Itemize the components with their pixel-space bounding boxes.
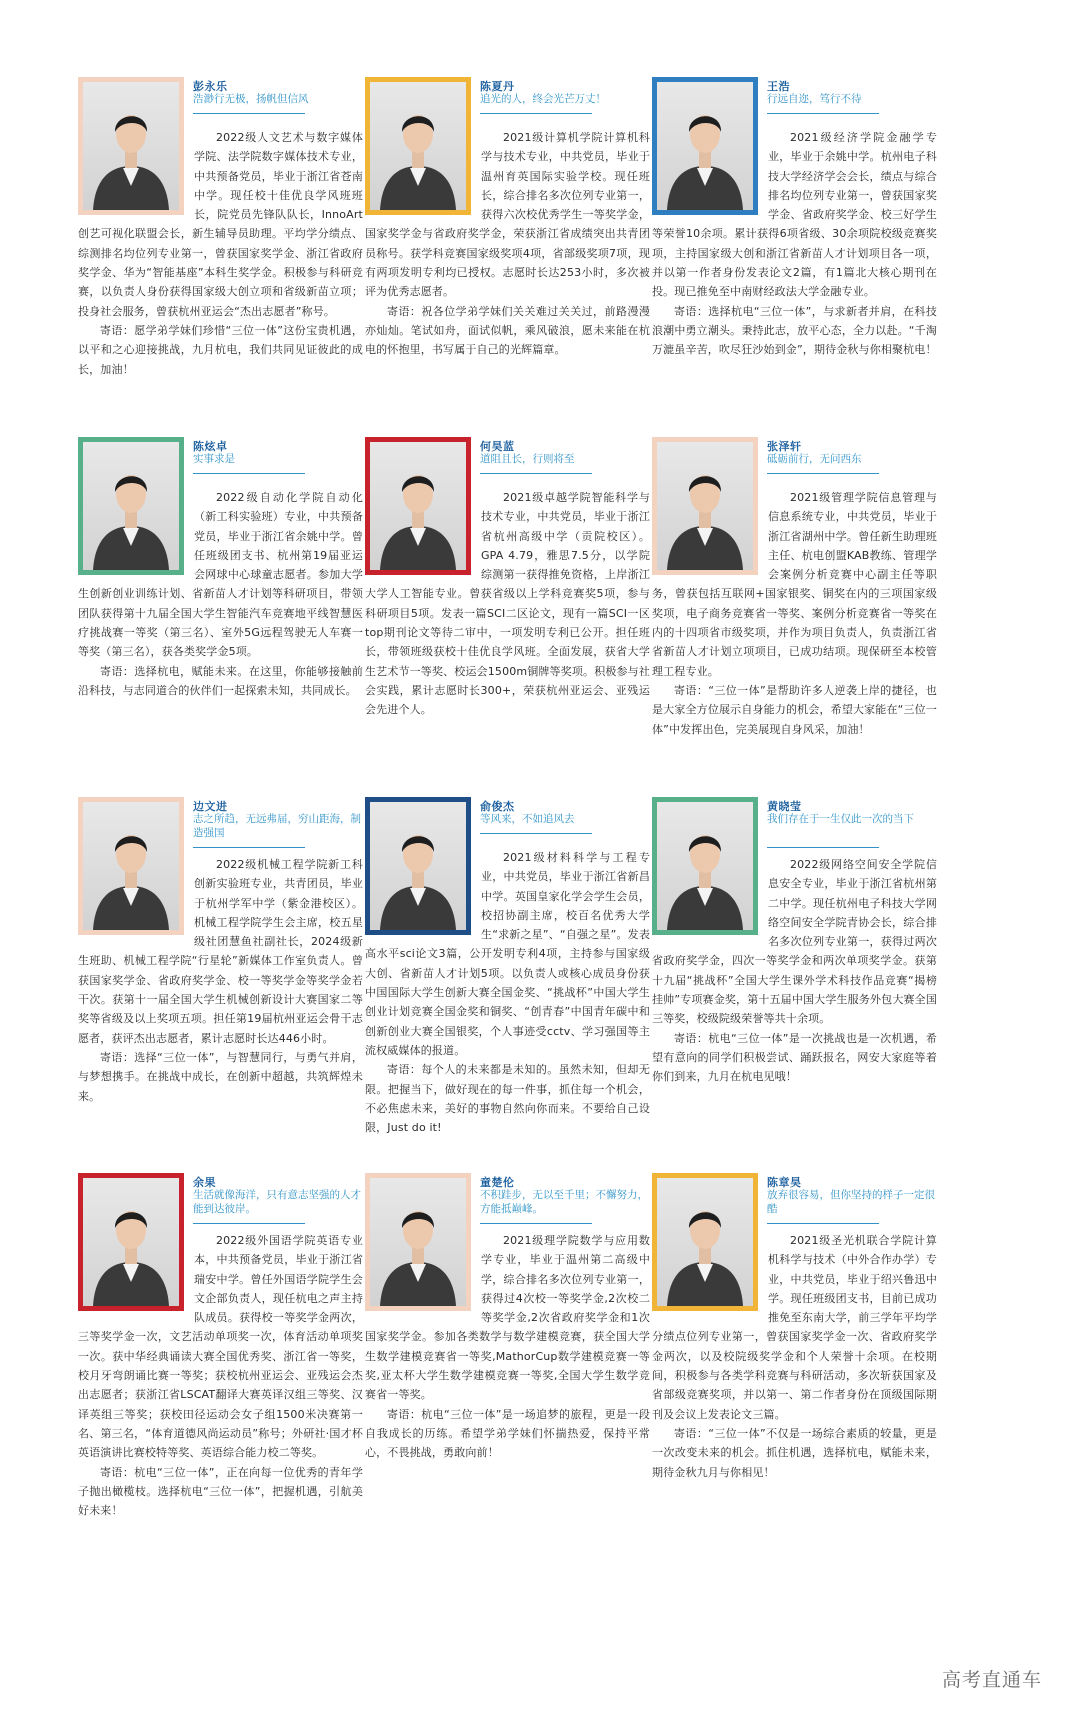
- student-motto: 道阻且长，行则将至: [480, 453, 575, 465]
- student-message: 寄语：祝各位学弟学妹们关关难过关关过，前路漫漫亦灿灿。笔试如舟，面试似帆，乘风破浪，愿未来能在杭电的怀抱里，书写属于自己的光辉篇章。: [365, 304, 650, 357]
- student-name: 童楚伦: [480, 1176, 515, 1189]
- student-name: 俞俊杰: [480, 800, 515, 813]
- divider: [193, 847, 305, 848]
- divider: [767, 847, 879, 848]
- student-name: 陈章昊: [767, 1176, 802, 1189]
- student-motto: 等风来，不如追风去: [480, 813, 575, 825]
- divider: [193, 113, 305, 114]
- divider: [767, 113, 879, 114]
- student-motto: 浩渺行无极，扬帆但信风: [193, 93, 309, 105]
- student-bio: 2021级经济学院金融学专业，毕业于余姚中学。杭州电子科技大学经济学会会长，绩点与综合排名均位列专业第一，曾获国家奖学金、省政府奖学金、校三好学生等荣誉10余项。累计获得6项省级、30余项院校级竞赛奖项，主持国家级大创和浙江省新苗人才计划项目各一项，并以第一作者身份发表论文2篇，有1篇北大核心期刊在投。现已推免至中南财经政法大学金融专业。: [652, 131, 937, 299]
- student-motto: 志之所趋，无远弗届，穷山距海，制造强国: [193, 813, 361, 839]
- student-name: 张泽轩: [767, 440, 802, 453]
- student-motto: 行远自迩，笃行不待: [767, 93, 862, 105]
- student-bio-block: [652, 1231, 937, 1482]
- student-motto: 我们存在于一生仅此一次的当下: [767, 813, 914, 825]
- student-bio: 2022级自动化学院自动化（新工科实验班）专业，中共预备党员，毕业于浙江省余姚中学。曾任班级团支书、杭州第19届亚运会网球中心球童志愿者。参加大学生创新创业训练计划、省新苗人才计划等科研项目，带领团队获得第十九届全国大学生智能汽车竞赛地平线智慧医疗挑战赛一等奖（第三名）、室外5G远程驾驶无人车赛一等奖（第三名），获各类奖学金5项。: [78, 491, 363, 659]
- student-bio-block: [652, 855, 937, 1087]
- divider: [480, 473, 592, 474]
- student-name: 黄晓莹: [767, 800, 802, 813]
- divider: [193, 1223, 305, 1224]
- student-bio-block: [652, 128, 937, 360]
- divider: [767, 1223, 879, 1224]
- student-name: 陈炫卓: [193, 440, 228, 453]
- student-bio-block: [78, 1231, 363, 1520]
- student-name: 陈夏丹: [480, 80, 515, 93]
- divider: [193, 473, 305, 474]
- student-motto: 实事求是: [193, 453, 235, 465]
- student-message: 寄语：选择杭电，赋能未来。在这里，你能够接触前沿科技，与志同道合的伙伴们一起探索未知，共同成长。: [78, 664, 363, 697]
- student-bio: 2021级理学院数学与应用数学专业，毕业于温州第二高级中学，综合排名多次位列专业第一，获得过4次校一等奖学金,2次校二等奖学金,2次省政府奖学金和1次国家奖学金。参加各类数学与数学建模竞赛，获全国大学生数学建模竞赛省一等奖,MathorCup数学建模竞赛一等奖,亚太杯大学生数学建模竞赛一等奖,全国大学生数学竞赛省一等奖。: [365, 1234, 650, 1402]
- student-message: 寄语：选择“三位一体”，与智慧同行，与勇气并肩，与梦想携手。在挑战中成长，在创新中超越，共筑辉煌未来。: [78, 1050, 363, 1103]
- student-name: 边文进: [193, 800, 228, 813]
- student-name: 何昊蓝: [480, 440, 515, 453]
- student-bio: 2021级材料科学与工程专业，中共党员，毕业于浙江省新昌中学。英国皇家化学会学生会员，校招协副主席，校百名优秀大学生“求新之星”、“自强之星”。发表高水平sci论文3篇，公开发明专利4项，主持参与国家级大创、省新苗人才计划5项。以负责人或核心成员身份获中国国际大学生创新大赛全国金奖、“挑战杯”中国大学生创业计划竞赛全国金奖和铜奖、“创青春”中国青年碳中和创新创业大赛全国银奖，个人事迹受cctv、学习强国等主流权威媒体的报道。: [365, 851, 650, 1057]
- student-bio: 2022级机械工程学院新工科创新实验班专业，共青团员，毕业于杭州学军中学（紫金港校区）。机械工程学院学生会主席，校五星级社团慧鱼社副社长，2024级新生班助、机械工程学院“行星轮”新媒体工作室负责人。曾获国家奖学金、省政府奖学金、校一等奖学金等奖学金若干次。获第十一届全国大学生机械创新设计大赛国家二等奖等省级及以上奖项五项。担任第19届杭州亚运会骨干志愿者，获评杰出志愿者，累计志愿时长达446小时。: [78, 858, 363, 1045]
- student-bio-block: [365, 848, 650, 1137]
- student-bio-block: [78, 488, 363, 700]
- student-message: 寄语：“三位一体”是帮助许多人逆袭上岸的捷径，也是大家全方位展示自身能力的机会，希望大家能在“三位一体”中发挥出色，完美展现自身风采，加油！: [652, 683, 937, 736]
- student-motto: 追光的人，终会光芒万丈！: [480, 93, 606, 105]
- student-bio: 2021级圣光机联合学院计算机科学与技术（中外合作办学）专业，中共党员，毕业于绍兴鲁迅中学。现任班级团支书，目前已成功推免至东南大学，前三学年平均学分绩点位列专业第一，曾获国家奖学金一次、省政府奖学金两次，以及校院级奖学金和个人荣誉十余项。在校期间，积极参与各类学科竞赛与科研活动，多次斩获国家及省部级竞赛奖项，并以第一、第二作者身份在顶级国际期刊及会议上发表论文三篇。: [652, 1234, 937, 1421]
- divider: [767, 473, 879, 474]
- student-bio-block: [78, 128, 363, 379]
- student-bio: 2022级人文艺术与数字媒体学院、法学院数字媒体技术专业，中共预备党员，毕业于浙江省苍南中学。现任校十佳优良学风班班长，院党员先锋队队长，InnoArt创艺可视化联盟会长，新生辅导员助理。平均学分绩点、综测排名均位列专业第一，曾获国家奖学金、浙江省政府奖学金、华为“智能基座”本科生奖学金。积极参与科研竞赛，以负责人身份获得国家级大创立项和省级新苗立项；投身社会服务，曾获杭州亚运会“杰出志愿者”称号。: [78, 131, 363, 318]
- student-bio-block: [652, 488, 937, 739]
- student-motto: 放弃很容易，但你坚持的样子一定很酷: [767, 1189, 935, 1215]
- student-message: 寄语：杭电“三位一体”是一场追梦的旅程，更是一段自我成长的历练。希望学弟学妹们怀揣热爱，保持平常心，不畏挑战，勇敢向前！: [365, 1407, 650, 1460]
- divider: [480, 833, 592, 834]
- student-message: 寄语：“三位一体”不仅是一场综合素质的较量，更是一次改变未来的机会。抓住机遇，选择杭电，赋能未来，期待金秋九月与你相见！: [652, 1426, 937, 1479]
- student-bio: 2021级计算机学院计算机科学与技术专业，中共党员，毕业于温州育英国际实验学校。现任班长，综合排名多次位列专业第一，获得六次校优秀学生一等奖学金，国家奖学金与省政府奖学金，荣获浙江省成绩突出共青团员称号。获学科竞赛国家级奖项4项，省部级奖项7项，现有两项发明专利均已授权。志愿时长达253小时，多次被评为优秀志愿者。: [365, 131, 650, 299]
- student-bio: 2021级管理学院信息管理与信息系统专业，中共党员，毕业于浙江省湖州中学。曾任新生助理班主任、杭电创盟KAB教练、管理学会案例分析竞赛中心副主任等职务，曾获包括互联网+国家银奖、铜奖在内的三项国家级奖项，电子商务竞赛省一等奖、案例分析竞赛省一等奖在内的十四项省市级奖项，并作为项目负责人，负责浙江省省新苗人才计划立项项目，已成功结项。现保研至本校管理工程专业。: [652, 491, 937, 678]
- student-motto: 不积跬步，无以至千里；不懈努力，方能抵巅峰。: [480, 1189, 648, 1215]
- student-message: 寄语：选择杭电“三位一体”，与求新者并肩，在科技浪潮中勇立潮头。秉持此志，放平心态，全力以赴。“千淘万漉虽辛苦，吹尽狂沙始到金”，期待金秋与你相聚杭电！: [652, 304, 937, 357]
- student-bio-block: [78, 855, 363, 1106]
- student-bio: 2022级网络空间安全学院信息安全专业，毕业于浙江省杭州第二中学。现任杭州电子科技大学网络空间安全学院青协会长，综合排名多次位列专业第一，获得过两次省政府奖学金，四次一等奖学金和两次单项奖学金。获第十九届“挑战杯”全国大学生课外学术科技作品竞赛“揭榜挂帅”专项赛金奖，第十五届中国大学生服务外包大赛全国三等奖，校级院级荣誉等共十余项。: [652, 858, 937, 1026]
- student-bio-block: [365, 1231, 650, 1463]
- student-message: 寄语：愿学弟学妹们珍惜“三位一体”这份宝贵机遇，以平和之心迎接挑战，九月杭电，我们共同见证彼此的成长，加油！: [78, 323, 363, 376]
- student-name: 彭永乐: [193, 80, 228, 93]
- divider: [480, 113, 592, 114]
- student-message: 寄语：杭电“三位一体”是一次挑战也是一次机遇，希望有意向的同学们积极尝试、踊跃报名，网安大家庭等着你们到来，九月在杭电见哦！: [652, 1031, 937, 1084]
- student-bio-block: [365, 488, 650, 720]
- watermark: 高考直通车: [941, 1669, 1042, 1691]
- student-motto: 生活就像海洋，只有意志坚强的人才能到达彼岸。: [193, 1189, 361, 1215]
- student-message: 寄语：杭电“三位一体”，正在向每一位优秀的青年学子抛出橄榄枝。选择杭电“三位一体”，把握机遇，引航美好未来！: [78, 1465, 363, 1518]
- divider: [480, 1223, 592, 1224]
- student-message: 寄语：每个人的未来都是未知的。虽然未知，但却无限。把握当下，做好现在的每一件事，抓住每一个机会，不必焦虑未来，美好的事物自然向你而来。不要给自己设限，Just do it!: [365, 1063, 650, 1135]
- student-bio: 2022级外国语学院英语专业本，中共预备党员，毕业于浙江省瑞安中学。曾任外国语学院学生会文企部负责人，现任杭电之声主持队成员。获得校一等奖学金两次，三等奖学金一次，文艺活动单项奖一次，体育活动单项奖一次。获中华经典诵读大赛全国优秀奖、浙江省一等奖，校月牙弯朗诵比赛一等奖；获校杭州亚运会、亚残运会杰出志愿者；获浙江省LSCAT翻译大赛英译汉组三等奖、汉译英组三等奖；获校田径运动会女子组1500米决赛第一名、第三名，“体育道德风尚运动员”称号；外研社·国才杯英语演讲比赛校特等奖、英语综合能力校二等奖。: [78, 1234, 363, 1460]
- student-bio-block: [365, 128, 650, 360]
- student-bio: 2021级卓越学院智能科学与技术专业，中共党员，毕业于浙江省杭州高级中学（贡院校区）。GPA 4.79，雅思7.5分，以学院综测第一获得推免资格，上岸浙江大学人工智能专业。曾获省级以上学科竞赛奖5项，参与科研项目5项。发表一篇SCI二区论文，现有一篇SCI一区top期刊论文等待二审中，一项发明专利已公开。担任班长，带领班级获校十佳优良学风班。全面发展，获省大学生艺术节一等奖、校运会1500m铜牌等奖项。积极参与社会实践，累计志愿时长300+，荣获杭州亚运会、亚残运会先进个人。: [365, 491, 650, 717]
- student-name: 王浩: [767, 80, 790, 93]
- student-name: 余果: [193, 1176, 216, 1189]
- student-motto: 砥砺前行，无问西东: [767, 453, 862, 465]
